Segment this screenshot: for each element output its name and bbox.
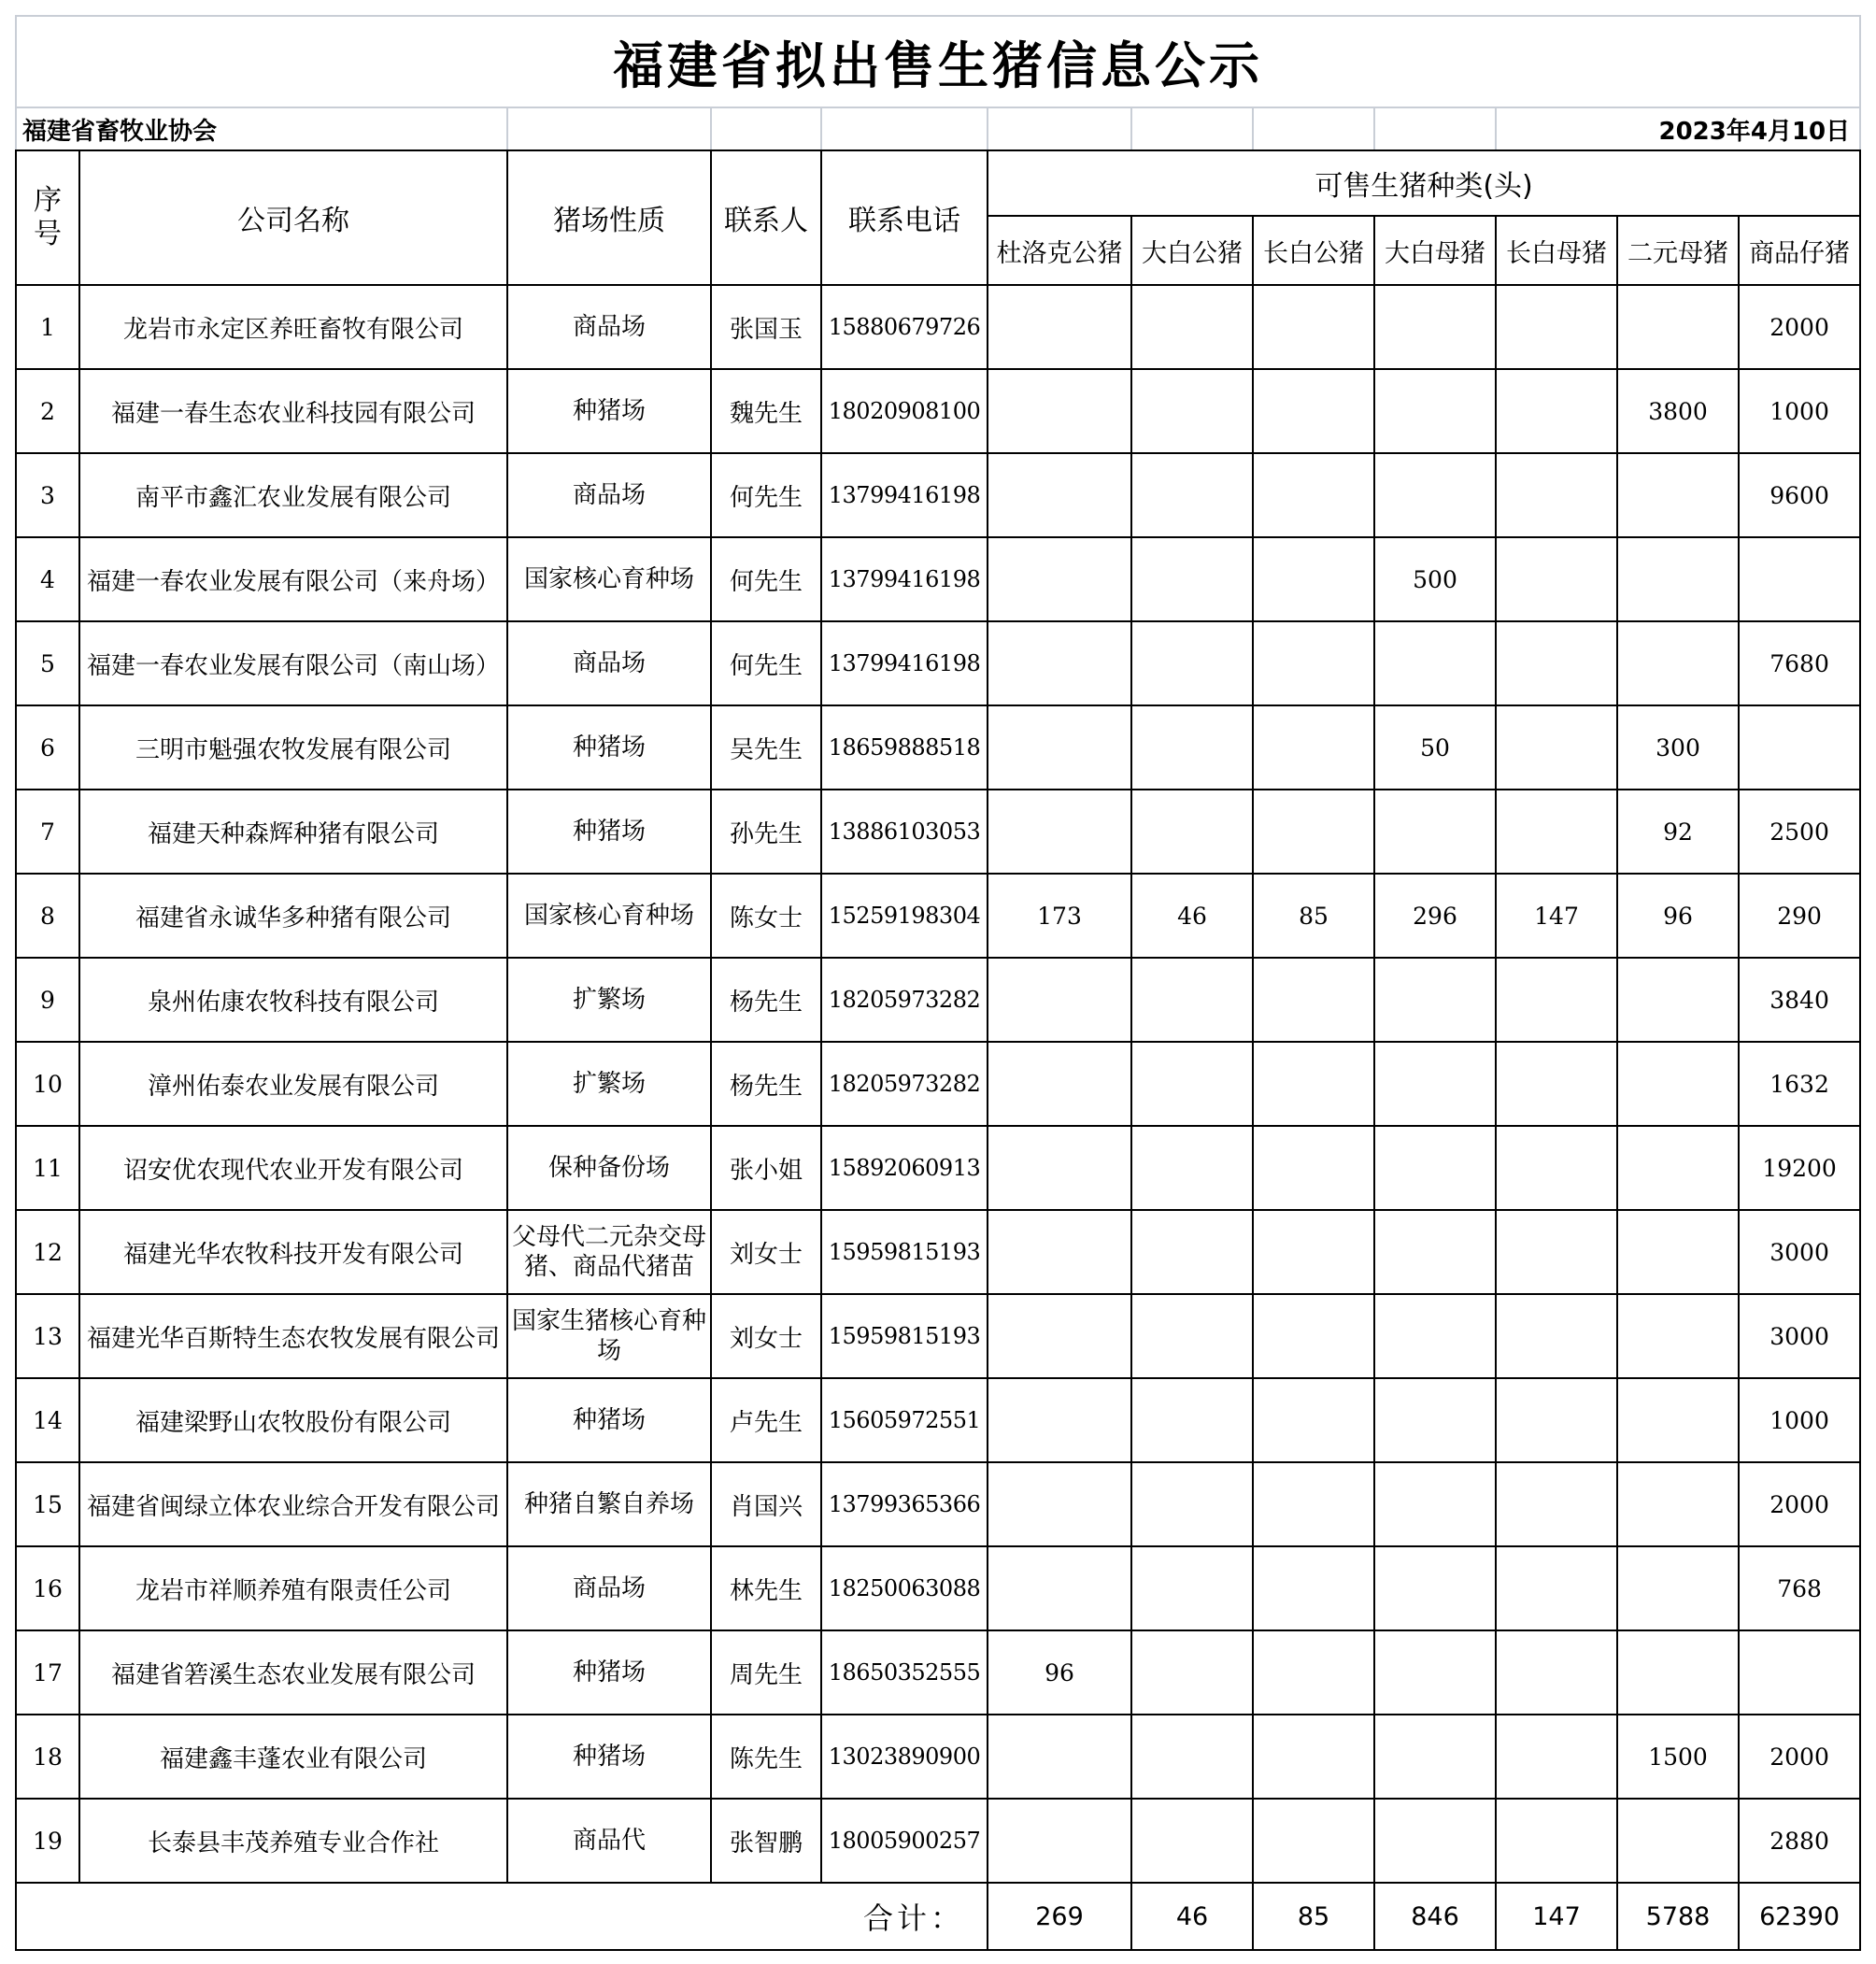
header-category: 杜洛克公猪 <box>988 216 1131 285</box>
quantity-cell <box>1617 1462 1739 1546</box>
quantity-cell <box>988 285 1131 369</box>
row-seq: 11 <box>16 1126 79 1210</box>
quantity-cell <box>1496 621 1617 705</box>
contact-phone: 13799416198 <box>821 537 988 621</box>
quantity-cell <box>988 1126 1131 1210</box>
farm-type: 商品场 <box>507 285 711 369</box>
quantity-cell <box>1374 1630 1496 1715</box>
header-category: 商品仔猪 <box>1739 216 1860 285</box>
quantity-cell <box>1617 1042 1739 1126</box>
quantity-cell: 1632 <box>1739 1042 1860 1126</box>
quantity-cell <box>988 1715 1131 1799</box>
quantity-cell <box>1617 453 1739 537</box>
quantity-cell <box>988 958 1131 1042</box>
quantity-cell <box>1374 1210 1496 1294</box>
quantity-cell <box>1617 1546 1739 1630</box>
farm-type: 种猪场 <box>507 369 711 453</box>
contact-person: 张国玉 <box>711 285 821 369</box>
table-row <box>16 1294 1860 1378</box>
farm-type: 种猪场 <box>507 1378 711 1462</box>
quantity-cell: 50 <box>1374 705 1496 790</box>
row-seq: 7 <box>16 790 79 874</box>
table-row <box>16 369 1860 453</box>
quantity-cell <box>1253 1042 1374 1126</box>
quantity-cell <box>1496 453 1617 537</box>
quantity-cell <box>1131 1715 1253 1799</box>
quantity-cell: 1000 <box>1739 1378 1860 1462</box>
quantity-cell: 500 <box>1374 537 1496 621</box>
blank-cell <box>507 107 711 150</box>
quantity-cell: 9600 <box>1739 453 1860 537</box>
quantity-cell: 2000 <box>1739 285 1860 369</box>
contact-person: 张小姐 <box>711 1126 821 1210</box>
quantity-cell: 2880 <box>1739 1799 1860 1883</box>
quantity-cell <box>1131 1378 1253 1462</box>
header-farm-type: 猪场性质 <box>507 150 711 285</box>
quantity-cell <box>1253 958 1374 1042</box>
table-row <box>16 958 1860 1042</box>
contact-person: 肖国兴 <box>711 1462 821 1546</box>
quantity-cell <box>1496 1799 1617 1883</box>
row-seq: 2 <box>16 369 79 453</box>
quantity-cell <box>988 621 1131 705</box>
quantity-cell <box>1617 537 1739 621</box>
quantity-cell <box>1131 1462 1253 1546</box>
quantity-cell <box>988 453 1131 537</box>
table-row <box>16 537 1860 621</box>
quantity-cell: 46 <box>1131 874 1253 958</box>
contact-person: 张智鹏 <box>711 1799 821 1883</box>
quantity-cell <box>1131 621 1253 705</box>
quantity-cell <box>988 537 1131 621</box>
total-value: 5788 <box>1617 1883 1739 1950</box>
quantity-cell <box>1374 1715 1496 1799</box>
quantity-cell <box>1496 790 1617 874</box>
row-seq: 14 <box>16 1378 79 1462</box>
contact-person: 何先生 <box>711 621 821 705</box>
header-company: 公司名称 <box>79 150 507 285</box>
company-name: 福建梁野山农牧股份有限公司 <box>79 1378 507 1462</box>
quantity-cell <box>1374 285 1496 369</box>
company-name: 诏安优农现代农业开发有限公司 <box>79 1126 507 1210</box>
table-row <box>16 1546 1860 1630</box>
farm-type: 种猪场 <box>507 1715 711 1799</box>
quantity-cell: 92 <box>1617 790 1739 874</box>
quantity-cell <box>1374 453 1496 537</box>
total-value: 85 <box>1253 1883 1374 1950</box>
row-seq: 9 <box>16 958 79 1042</box>
quantity-cell <box>1131 1630 1253 1715</box>
quantity-cell <box>1496 1210 1617 1294</box>
quantity-cell <box>1617 621 1739 705</box>
quantity-cell <box>1496 1126 1617 1210</box>
header-seq-line1: 序 <box>34 184 62 217</box>
quantity-cell <box>1253 705 1374 790</box>
farm-type: 种猪场 <box>507 1630 711 1715</box>
quantity-cell: 296 <box>1374 874 1496 958</box>
contact-phone: 13799416198 <box>821 453 988 537</box>
farm-type: 国家生猪核心育种场 <box>507 1294 711 1378</box>
table-row <box>16 1042 1860 1126</box>
quantity-cell: 768 <box>1739 1546 1860 1630</box>
quantity-cell <box>1496 1378 1617 1462</box>
quantity-cell: 7680 <box>1739 621 1860 705</box>
company-name: 泉州佑康农牧科技有限公司 <box>79 958 507 1042</box>
quantity-cell <box>1496 1546 1617 1630</box>
quantity-cell: 85 <box>1253 874 1374 958</box>
quantity-cell <box>1374 790 1496 874</box>
quantity-cell <box>1374 369 1496 453</box>
header-pig-categories-group: 可售生猪种类(头) <box>988 150 1860 216</box>
row-seq: 12 <box>16 1210 79 1294</box>
quantity-cell <box>1374 1799 1496 1883</box>
quantity-cell <box>1617 285 1739 369</box>
quantity-cell <box>1253 1378 1374 1462</box>
quantity-cell <box>1253 621 1374 705</box>
row-seq: 8 <box>16 874 79 958</box>
contact-phone: 13023890900 <box>821 1715 988 1799</box>
company-name: 福建省闽绿立体农业综合开发有限公司 <box>79 1462 507 1546</box>
table-row <box>16 1715 1860 1799</box>
quantity-cell <box>988 790 1131 874</box>
contact-phone: 18659888518 <box>821 705 988 790</box>
quantity-cell <box>1253 1462 1374 1546</box>
quantity-cell <box>1374 1378 1496 1462</box>
quantity-cell <box>1253 1294 1374 1378</box>
quantity-cell: 3840 <box>1739 958 1860 1042</box>
quantity-cell <box>988 1462 1131 1546</box>
total-row <box>16 1883 1860 1950</box>
row-seq: 18 <box>16 1715 79 1799</box>
contact-phone: 18205973282 <box>821 1042 988 1126</box>
contact-person: 周先生 <box>711 1630 821 1715</box>
quantity-cell <box>1374 1042 1496 1126</box>
contact-person: 杨先生 <box>711 1042 821 1126</box>
header-phone: 联系电话 <box>821 150 988 285</box>
quantity-cell <box>1617 1799 1739 1883</box>
contact-phone: 18250063088 <box>821 1546 988 1630</box>
quantity-cell <box>1496 537 1617 621</box>
contact-phone: 15605972551 <box>821 1378 988 1462</box>
quantity-cell <box>1131 1799 1253 1883</box>
contact-phone: 18205973282 <box>821 958 988 1042</box>
company-name: 三明市魁强农牧发展有限公司 <box>79 705 507 790</box>
contact-person: 卢先生 <box>711 1378 821 1462</box>
farm-type: 商品场 <box>507 621 711 705</box>
quantity-cell: 3800 <box>1617 369 1739 453</box>
total-value: 269 <box>988 1883 1131 1950</box>
quantity-cell <box>1617 1378 1739 1462</box>
quantity-cell <box>1496 705 1617 790</box>
quantity-cell <box>1496 369 1617 453</box>
quantity-cell <box>1131 1042 1253 1126</box>
pig-sales-table <box>15 15 1861 1951</box>
table-row <box>16 874 1860 958</box>
quantity-cell: 2000 <box>1739 1715 1860 1799</box>
row-seq: 1 <box>16 285 79 369</box>
quantity-cell <box>1496 1294 1617 1378</box>
quantity-cell: 19200 <box>1739 1126 1860 1210</box>
quantity-cell <box>988 1378 1131 1462</box>
row-seq: 17 <box>16 1630 79 1715</box>
blank-cell <box>1374 107 1496 150</box>
header-category: 二元母猪 <box>1617 216 1739 285</box>
quantity-cell <box>988 1042 1131 1126</box>
header-category: 大白公猪 <box>1131 216 1253 285</box>
quantity-cell <box>1496 1462 1617 1546</box>
table-row <box>16 705 1860 790</box>
quantity-cell <box>1496 1715 1617 1799</box>
table-row <box>16 790 1860 874</box>
contact-person: 吴先生 <box>711 705 821 790</box>
farm-type: 种猪场 <box>507 790 711 874</box>
quantity-cell <box>1131 285 1253 369</box>
quantity-cell <box>1374 1462 1496 1546</box>
row-seq: 15 <box>16 1462 79 1546</box>
row-seq: 6 <box>16 705 79 790</box>
farm-type: 父母代二元杂交母猪、商品代猪苗 <box>507 1210 711 1294</box>
row-seq: 13 <box>16 1294 79 1378</box>
table-row <box>16 453 1860 537</box>
quantity-cell <box>1253 453 1374 537</box>
quantity-cell <box>1496 285 1617 369</box>
company-name: 福建一春农业发展有限公司（南山场） <box>79 621 507 705</box>
quantity-cell <box>1131 705 1253 790</box>
quantity-cell <box>1131 453 1253 537</box>
quantity-cell <box>1374 1294 1496 1378</box>
contact-phone: 15892060913 <box>821 1126 988 1210</box>
contact-phone: 15880679726 <box>821 285 988 369</box>
quantity-cell <box>1617 1126 1739 1210</box>
table-row <box>16 1210 1860 1294</box>
row-seq: 10 <box>16 1042 79 1126</box>
header-category: 长白母猪 <box>1496 216 1617 285</box>
row-seq: 19 <box>16 1799 79 1883</box>
header-category: 长白公猪 <box>1253 216 1374 285</box>
quantity-cell <box>1253 1715 1374 1799</box>
contact-person: 孙先生 <box>711 790 821 874</box>
company-name: 南平市鑫汇农业发展有限公司 <box>79 453 507 537</box>
quantity-cell <box>1253 285 1374 369</box>
quantity-cell: 173 <box>988 874 1131 958</box>
company-name: 长泰县丰茂养殖专业合作社 <box>79 1799 507 1883</box>
company-name: 福建一春生态农业科技园有限公司 <box>79 369 507 453</box>
contact-phone: 13886103053 <box>821 790 988 874</box>
row-seq: 4 <box>16 537 79 621</box>
contact-phone: 18005900257 <box>821 1799 988 1883</box>
farm-type: 商品场 <box>507 1546 711 1630</box>
company-name: 福建省箬溪生态农业发展有限公司 <box>79 1630 507 1715</box>
farm-type: 保种备份场 <box>507 1126 711 1210</box>
quantity-cell <box>1253 537 1374 621</box>
contact-phone: 18020908100 <box>821 369 988 453</box>
contact-person: 刘女士 <box>711 1294 821 1378</box>
quantity-cell: 3000 <box>1739 1294 1860 1378</box>
quantity-cell <box>1131 369 1253 453</box>
total-value: 147 <box>1496 1883 1617 1950</box>
row-seq: 5 <box>16 621 79 705</box>
publish-date: 2023年4月10日 <box>1496 107 1860 150</box>
total-value: 62390 <box>1739 1883 1860 1950</box>
contact-person: 杨先生 <box>711 958 821 1042</box>
quantity-cell <box>1253 1126 1374 1210</box>
quantity-cell <box>1131 1210 1253 1294</box>
contact-person: 林先生 <box>711 1546 821 1630</box>
company-name: 福建天种森辉种猪有限公司 <box>79 790 507 874</box>
farm-type: 商品代 <box>507 1799 711 1883</box>
contact-phone: 13799365366 <box>821 1462 988 1546</box>
quantity-cell: 2000 <box>1739 1462 1860 1546</box>
total-value: 846 <box>1374 1883 1496 1950</box>
blank-cell <box>711 107 821 150</box>
total-label: 合计： <box>16 1883 988 1950</box>
quantity-cell <box>1617 1630 1739 1715</box>
table-row <box>16 1462 1860 1546</box>
company-name: 福建一春农业发展有限公司（来舟场） <box>79 537 507 621</box>
farm-type: 商品场 <box>507 453 711 537</box>
farm-type: 国家核心育种场 <box>507 874 711 958</box>
contact-phone: 13799416198 <box>821 621 988 705</box>
quantity-cell <box>988 1210 1131 1294</box>
quantity-cell <box>1374 621 1496 705</box>
quantity-cell <box>988 1294 1131 1378</box>
farm-type: 种猪自繁自养场 <box>507 1462 711 1546</box>
contact-person: 陈先生 <box>711 1715 821 1799</box>
quantity-cell <box>1374 1546 1496 1630</box>
quantity-cell <box>1253 369 1374 453</box>
quantity-cell: 1500 <box>1617 1715 1739 1799</box>
quantity-cell <box>1617 1294 1739 1378</box>
table-row <box>16 1630 1860 1715</box>
table-row <box>16 285 1860 369</box>
contact-phone: 18650352555 <box>821 1630 988 1715</box>
quantity-cell <box>1131 790 1253 874</box>
quantity-cell <box>1739 537 1860 621</box>
company-name: 福建鑫丰蓬农业有限公司 <box>79 1715 507 1799</box>
quantity-cell: 290 <box>1739 874 1860 958</box>
contact-person: 刘女士 <box>711 1210 821 1294</box>
company-name: 漳州佑泰农业发展有限公司 <box>79 1042 507 1126</box>
quantity-cell <box>1131 1294 1253 1378</box>
quantity-cell <box>988 369 1131 453</box>
quantity-cell <box>1496 958 1617 1042</box>
company-name: 龙岩市永定区养旺畜牧有限公司 <box>79 285 507 369</box>
contact-person: 魏先生 <box>711 369 821 453</box>
quantity-cell <box>1131 958 1253 1042</box>
contact-person: 何先生 <box>711 537 821 621</box>
quantity-cell <box>1131 537 1253 621</box>
company-name: 福建光华农牧科技开发有限公司 <box>79 1210 507 1294</box>
page-title: 福建省拟出售生猪信息公示 <box>16 16 1860 107</box>
farm-type: 扩繁场 <box>507 958 711 1042</box>
contact-phone: 15959815193 <box>821 1210 988 1294</box>
header-seq-line2: 号 <box>34 218 62 250</box>
quantity-cell: 96 <box>988 1630 1131 1715</box>
quantity-cell <box>1617 958 1739 1042</box>
quantity-cell <box>1253 1630 1374 1715</box>
header-seq <box>16 150 79 285</box>
quantity-cell <box>1617 1210 1739 1294</box>
contact-phone: 15959815193 <box>821 1294 988 1378</box>
farm-type: 国家核心育种场 <box>507 537 711 621</box>
quantity-cell: 300 <box>1617 705 1739 790</box>
quantity-cell: 96 <box>1617 874 1739 958</box>
table-row <box>16 1799 1860 1883</box>
farm-type: 扩繁场 <box>507 1042 711 1126</box>
quantity-cell: 3000 <box>1739 1210 1860 1294</box>
quantity-cell <box>1739 705 1860 790</box>
blank-cell <box>988 107 1131 150</box>
total-value: 46 <box>1131 1883 1253 1950</box>
quantity-cell <box>1253 1210 1374 1294</box>
table-row <box>16 1378 1860 1462</box>
blank-cell <box>1131 107 1253 150</box>
organization-name: 福建省畜牧业协会 <box>16 107 507 150</box>
contact-person: 何先生 <box>711 453 821 537</box>
quantity-cell: 147 <box>1496 874 1617 958</box>
company-name: 龙岩市祥顺养殖有限责任公司 <box>79 1546 507 1630</box>
contact-person: 陈女士 <box>711 874 821 958</box>
quantity-cell: 2500 <box>1739 790 1860 874</box>
company-name: 福建省永诚华多种猪有限公司 <box>79 874 507 958</box>
header-category: 大白母猪 <box>1374 216 1496 285</box>
header-contact: 联系人 <box>711 150 821 285</box>
quantity-cell <box>1739 1630 1860 1715</box>
quantity-cell <box>1496 1042 1617 1126</box>
quantity-cell <box>1253 790 1374 874</box>
row-seq: 16 <box>16 1546 79 1630</box>
quantity-cell <box>988 1799 1131 1883</box>
quantity-cell <box>988 1546 1131 1630</box>
quantity-cell <box>1496 1630 1617 1715</box>
blank-cell <box>1253 107 1374 150</box>
table-row <box>16 1126 1860 1210</box>
table-row <box>16 621 1860 705</box>
quantity-cell <box>1374 1126 1496 1210</box>
quantity-cell: 1000 <box>1739 369 1860 453</box>
company-name: 福建光华百斯特生态农牧发展有限公司 <box>79 1294 507 1378</box>
quantity-cell <box>1374 958 1496 1042</box>
farm-type: 种猪场 <box>507 705 711 790</box>
blank-cell <box>821 107 988 150</box>
quantity-cell <box>988 705 1131 790</box>
quantity-cell <box>1131 1126 1253 1210</box>
quantity-cell <box>1253 1546 1374 1630</box>
contact-phone: 15259198304 <box>821 874 988 958</box>
quantity-cell <box>1253 1799 1374 1883</box>
row-seq: 3 <box>16 453 79 537</box>
quantity-cell <box>1131 1546 1253 1630</box>
